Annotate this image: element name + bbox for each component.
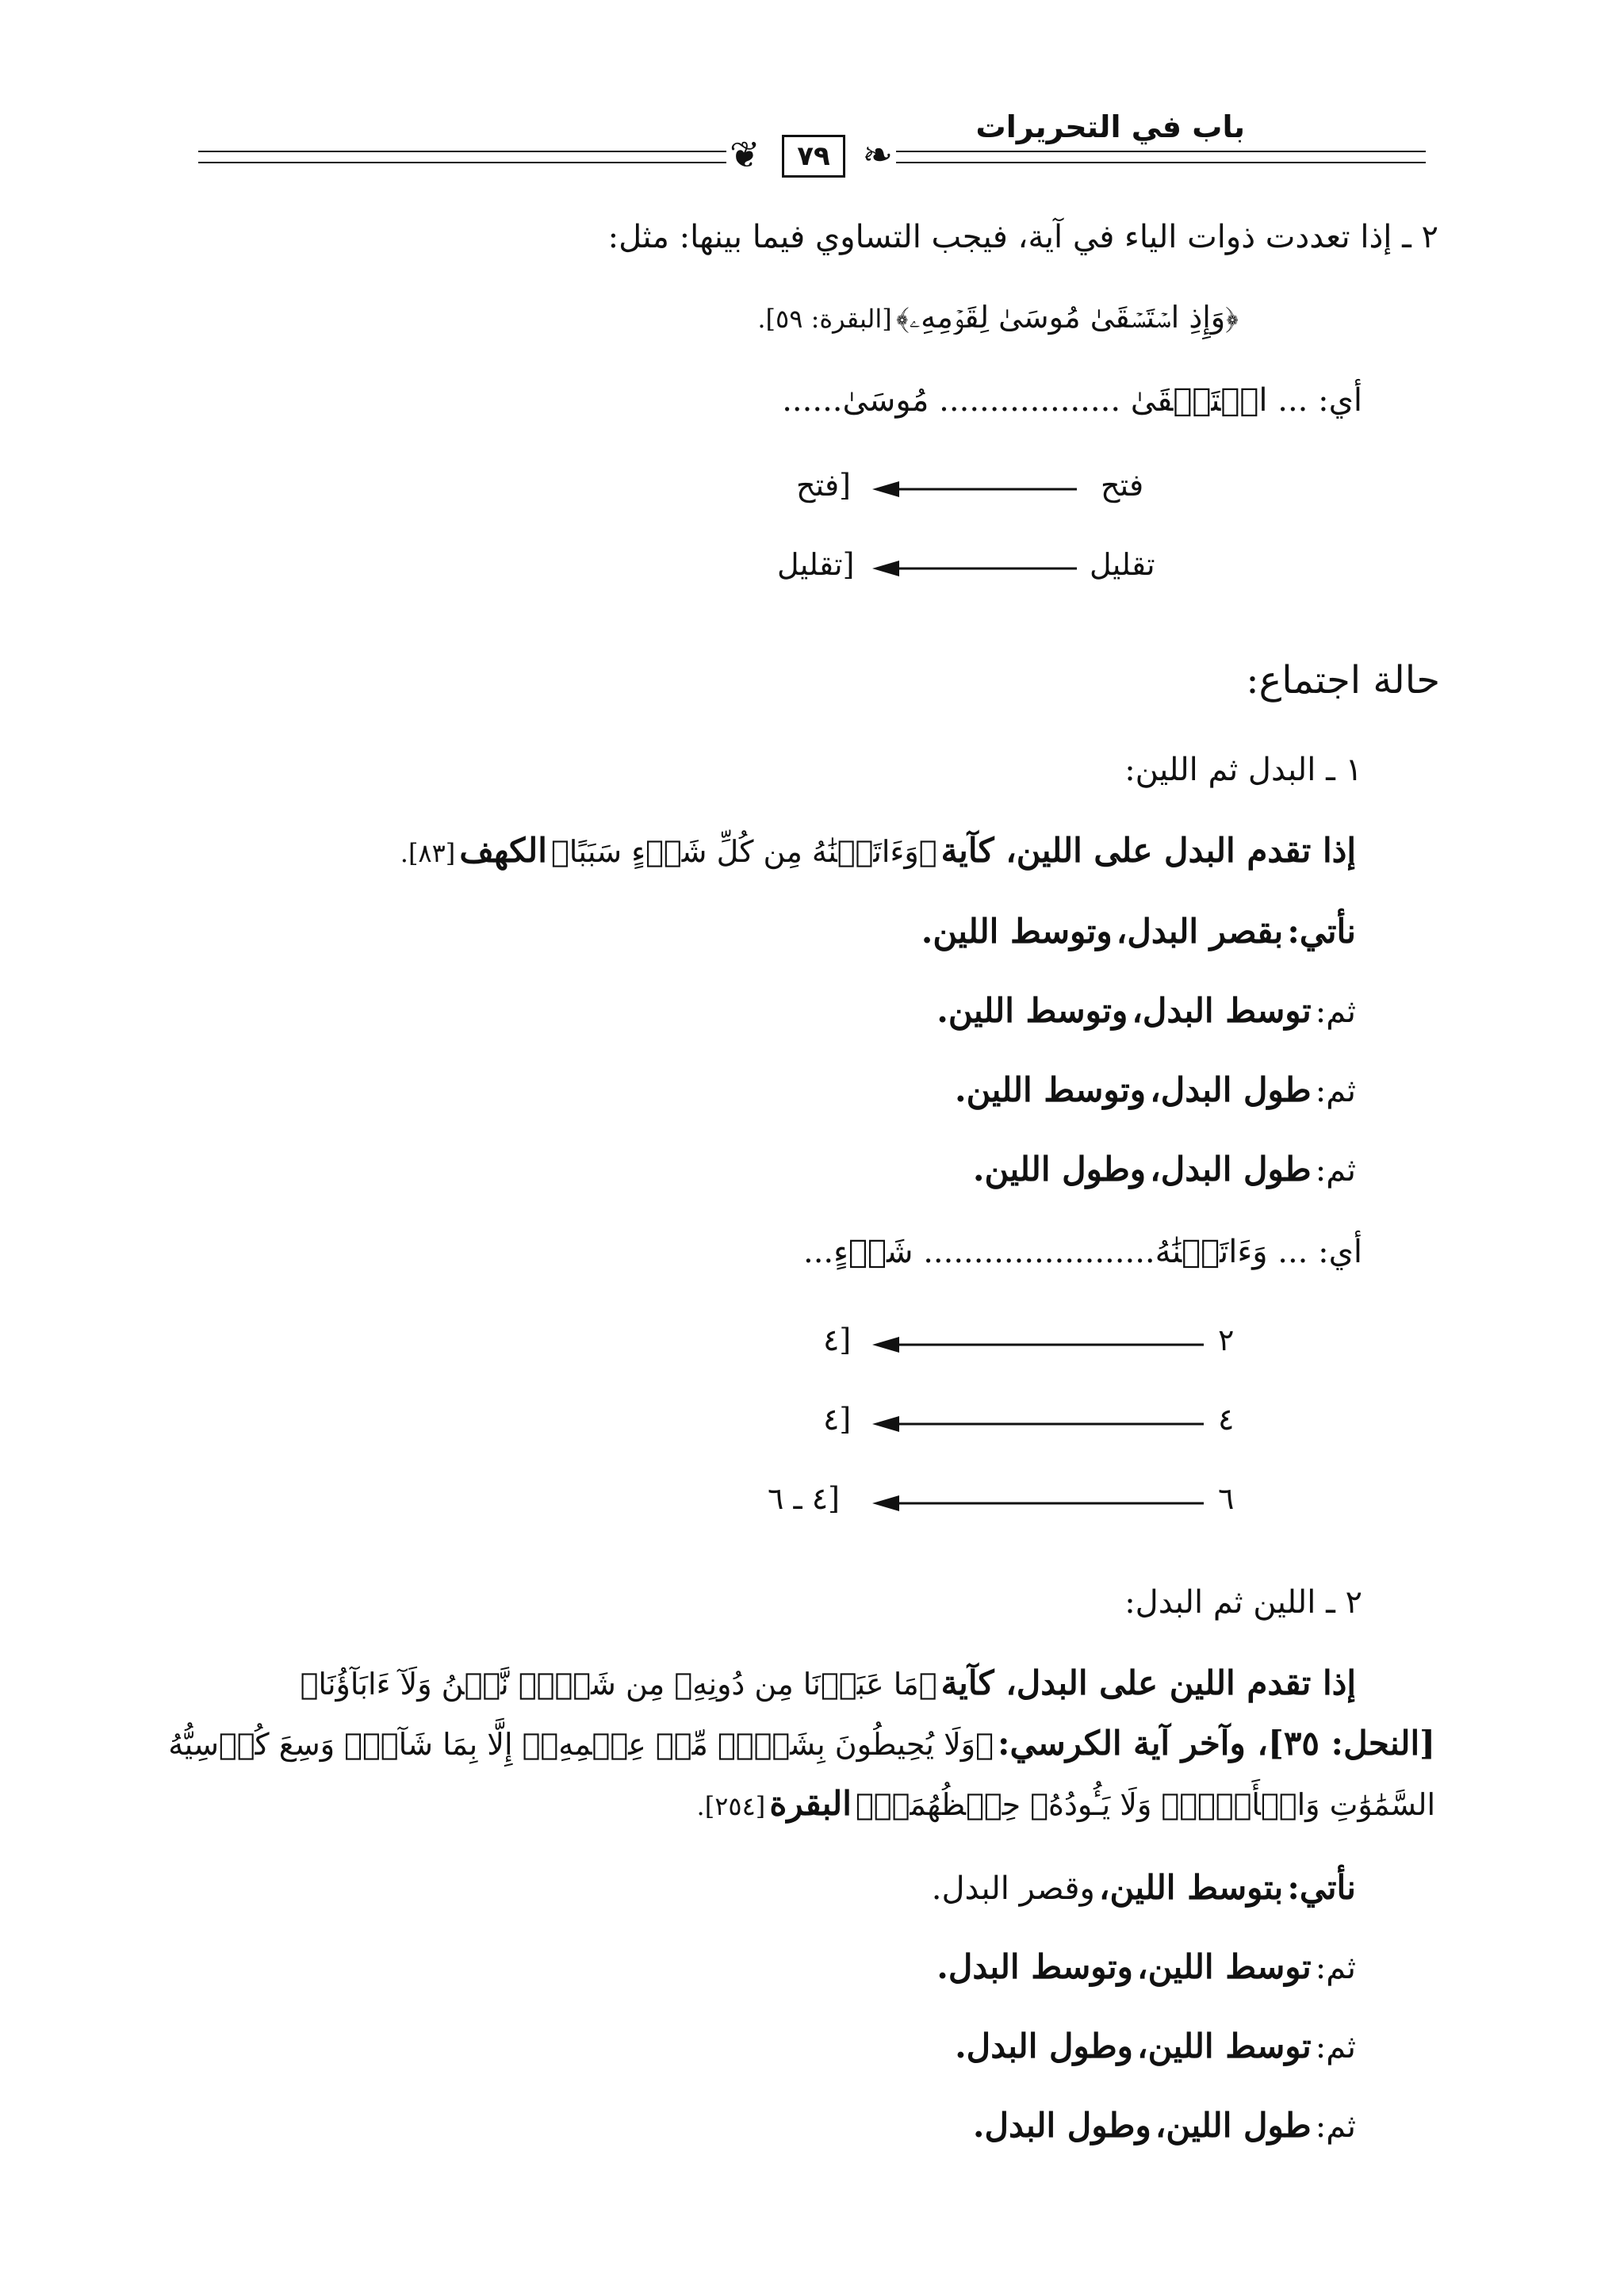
row4-to-label: [٤ [823, 1402, 852, 1437]
sub1-line-1: نأتي: بقصر البدل، وتوسط اللين. [921, 912, 1356, 951]
sub1-line-4: ثم: طول البدل، وطول اللين. [972, 1150, 1356, 1189]
sub2-ref-line: [النحل: ٣٥]، وآخر آية الكرسي: ﴿وَلَا يُحِيطُونَ بِشَيۡءٖ مِّنۡ عِلۡمِهِۦٓ إِلَّا بِمَا شَآءَۚ وَسِعَ كُرۡسِيُّهُ [168, 1724, 1435, 1763]
page-number: ٧٩ [782, 135, 845, 178]
sub1-line-2: ثم: توسط البدل، وتوسط اللين. [936, 991, 1356, 1030]
ay-line-1: أي: ... اسۡتَسۡقَىٰ .................. مُوسَىٰ...... [782, 382, 1362, 419]
row2-to-label: [تقليل [777, 547, 855, 582]
ornament-right-icon: ❧ [862, 133, 893, 176]
header-rule-bottom-right [896, 162, 1426, 163]
row1-to-label: [فتح [796, 468, 851, 503]
sub2-line-2: ثم: توسط اللين، وتوسط البدل. [936, 1947, 1356, 1986]
sub1-line-3: ثم: طول البدل، وتوسط اللين. [955, 1070, 1356, 1109]
rule-two-text: ٢ ـ إذا تعددت ذوات الياء في آية، فيجب التساوي فيما بينها: مثل: [607, 219, 1438, 255]
row1-from-label: فتح [1101, 468, 1144, 503]
row5-to-label: [٤ ـ ٦ [768, 1481, 840, 1516]
sub2-line-1: نأتي: بتوسط اللين، وقصر البدل. [931, 1868, 1356, 1907]
sub2-heading: ٢ ـ اللين ثم البدل: [1124, 1584, 1362, 1621]
arrow-row-1 [872, 480, 1078, 499]
sub2-intro: إذا تقدم اللين على البدل، كآية ﴿مَا عَبَدۡنَا مِن دُونِهِۦ مِن شَيۡءٖ نَّحۡنُ وَلَآ ءَابَآؤُنَا﴾ [300, 1663, 1356, 1702]
row4-from-label: ٤ [1218, 1402, 1235, 1437]
arrow-row-5 [872, 1494, 1205, 1513]
sub1-heading: ١ ـ البدل ثم اللين: [1124, 752, 1362, 788]
sub2-line-4: ثم: طول اللين، وطول البدل. [972, 2106, 1356, 2145]
arrow-row-4 [872, 1414, 1205, 1434]
page-number-frame [726, 130, 896, 182]
header-rule-top-right [896, 151, 1426, 152]
state-heading: حالة اجتماع: [1246, 658, 1440, 702]
verse-line-1: ﴿وَإِذِ اسۡتَسۡقَىٰ مُوسَىٰ لِقَوۡمِهِۦ﴾ [البقرة: ٥٩]. [757, 300, 1239, 335]
row2-from-label: تقليل [1090, 547, 1155, 582]
sub2-line-3: ثم: توسط اللين، وطول البدل. [955, 2027, 1356, 2065]
arrow-row-3 [872, 1335, 1205, 1354]
row3-from-label: ٢ [1218, 1323, 1235, 1357]
row3-to-label: [٤ [823, 1323, 852, 1357]
sub1-intro: إذا تقدم البدل على اللين، كآية ﴿وَءَاتَيۡنَٰهُ مِن كُلِّ شَيۡءٍ سَبَبًا﴾ الكهف [٨٣]. [400, 831, 1356, 870]
header-rule-top-left [198, 151, 726, 152]
header-rule-bottom-left [198, 162, 726, 163]
ornament-left-icon: ❦ [730, 133, 760, 176]
row5-from-label: ٦ [1218, 1481, 1235, 1516]
arrow-row-2 [872, 559, 1078, 578]
running-header-title: باب في التحريرات [975, 109, 1245, 144]
sub2-verse-end: السَّمَٰوَٰتِ وَالۡأَرۡضَۖ وَلَا يَـُٔودُهُۥ حِفۡظُهُمَاۚ﴾ البقرة [٢٥٤]. [696, 1784, 1435, 1823]
ay-line-2: أي: ... وَءَاتَيۡنَٰهُ....................... شَيۡءٍ... [803, 1234, 1362, 1270]
